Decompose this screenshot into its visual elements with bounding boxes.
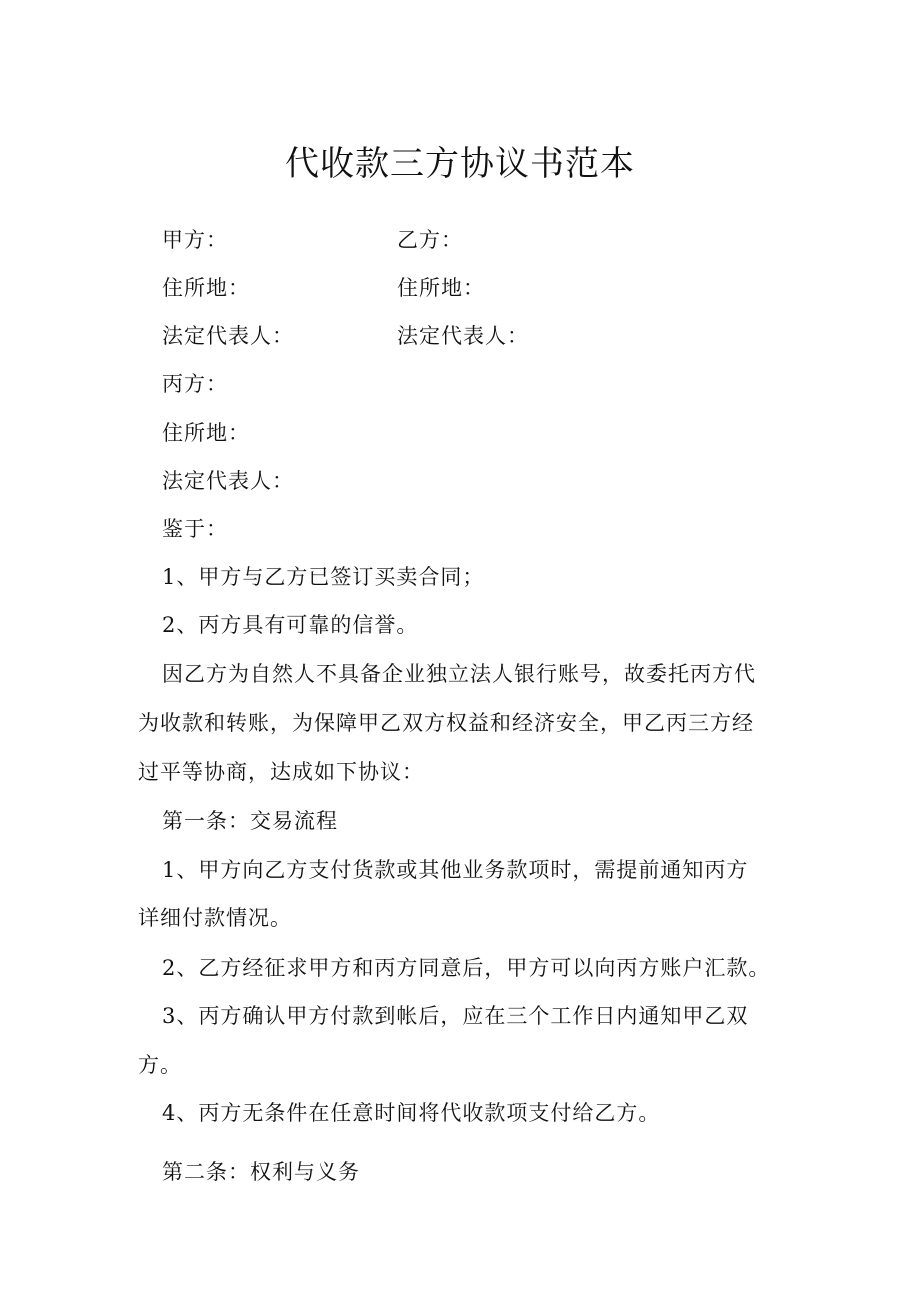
party-b-rep-label: 法定代表人： — [397, 324, 529, 348]
article-1-line: 方。 — [138, 1053, 182, 1077]
article-1-line: 详细付款情况。 — [138, 906, 292, 930]
party-b-address-label: 住所地： — [397, 276, 485, 300]
party-c-label: 丙方： — [162, 372, 228, 396]
party-a-label: 甲方： — [162, 228, 228, 252]
preamble-line: 过平等协商，达成如下协议： — [138, 760, 424, 784]
whereas-item: 1、甲方与乙方已签订买卖合同； — [162, 565, 485, 589]
article-1-line: 1、甲方向乙方支付货款或其他业务款项时，需提前通知丙方 — [162, 858, 749, 882]
party-c-rep-label: 法定代表人： — [162, 469, 294, 493]
article-1-line: 2、乙方经征求甲方和丙方同意后，甲方可以向丙方账户汇款。 — [162, 956, 771, 980]
article-1-line: 4、丙方无条件在任意时间将代收款项支付给乙方。 — [162, 1101, 661, 1125]
article-1-line: 3、丙方确认甲方付款到帐后，应在三个工作日内通知甲乙双 — [162, 1004, 749, 1028]
whereas-heading: 鉴于： — [162, 517, 228, 541]
article-1-heading: 第一条：交易流程 — [162, 809, 338, 833]
whereas-item: 2、丙方具有可靠的信誉。 — [162, 613, 419, 637]
party-a-address-label: 住所地： — [162, 276, 250, 300]
article-2-heading: 第二条：权利与义务 — [162, 1160, 360, 1184]
party-c-address-label: 住所地： — [162, 421, 250, 445]
preamble-line: 因乙方为自然人不具备企业独立法人银行账号，故委托丙方代 — [162, 662, 756, 686]
document-title: 代收款三方协议书范本 — [285, 144, 635, 184]
preamble-line: 为收款和转账，为保障甲乙双方权益和经济安全，甲乙丙三方经 — [138, 711, 754, 735]
party-a-rep-label: 法定代表人： — [162, 324, 294, 348]
party-b-label: 乙方： — [397, 228, 463, 252]
